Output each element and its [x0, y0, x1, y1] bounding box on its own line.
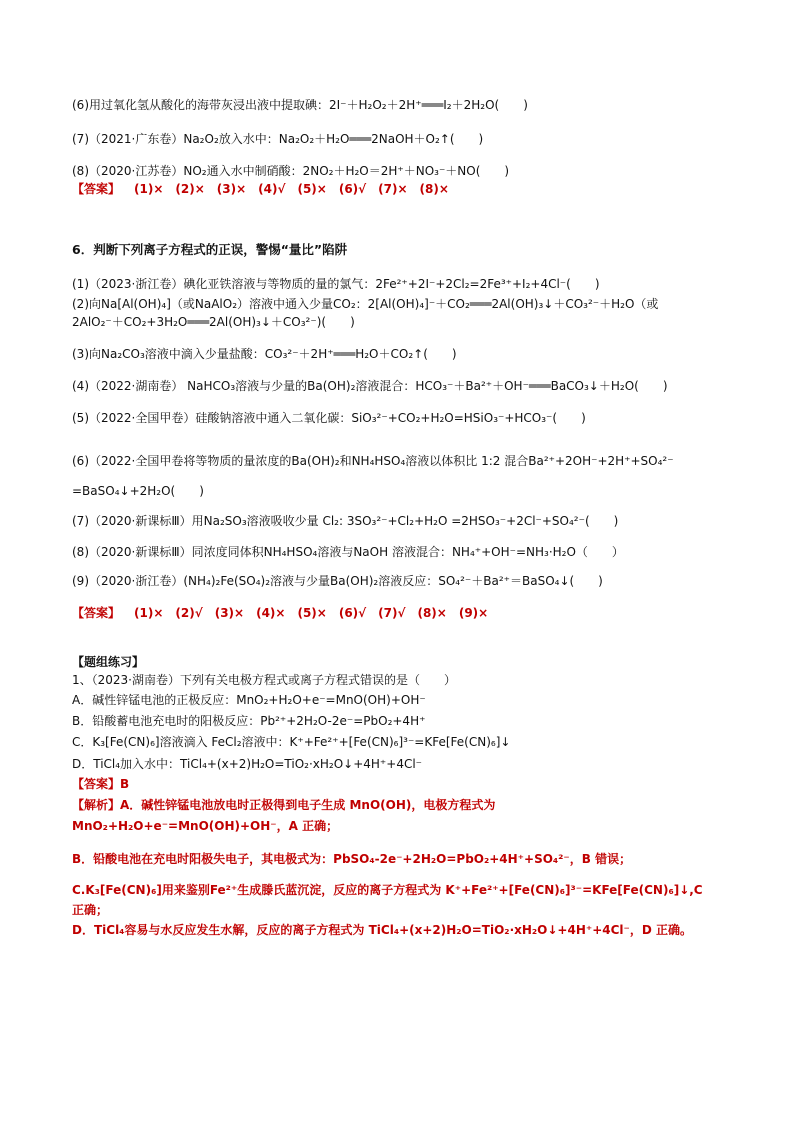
explanation-line-2: MnO₂+H₂O+e⁻=MnO(OH)+OH⁻，A 正确；	[72, 819, 339, 833]
answer-tag: 【答案】	[72, 182, 121, 196]
answer-tag: 【答案】	[72, 606, 121, 620]
question-6-4: (4)（2022·湖南卷） NaHCO₃溶液与少量的Ba(OH)₂溶液混合：HCO₃⁻＋Ba²⁺＋OH⁻═══BaCO₃↓＋H₂O( )	[72, 379, 668, 393]
practice-heading: 【题组练习】	[72, 655, 145, 669]
explanation-line-5: 正确；	[72, 903, 109, 917]
option-a: A．碱性锌锰电池的正极反应：MnO₂+H₂O+e⁻=MnO(OH)+OH⁻	[72, 693, 426, 707]
question-6-7: (7)（2020·新课标Ⅲ）用Na₂SO₃溶液吸收少量 Cl₂: 3SO₃²⁻+Cl₂+H₂O =2HSO₃⁻+2Cl⁻+SO₄²⁻( )	[72, 514, 619, 528]
question-5-8: (8)（2020·江苏卷）NO₂通入水中制硝酸：2NO₂＋H₂O＝2H⁺＋NO₃⁻＋NO( )	[72, 164, 510, 178]
question-6-8: (8)（2020·新课标Ⅲ）同浓度同体积NH₄HSO₄溶液与NaOH 溶液混合：NH₄⁺+OH⁻=NH₃·H₂O（ ）	[72, 545, 624, 559]
answer-line-6	[72, 605, 744, 621]
answer-line-5	[72, 181, 744, 197]
question-6-6b: =BaSO₄↓+2H₂O( )	[72, 484, 204, 498]
question-6-2b: 2AlO₂⁻＋CO₂+3H₂O═══2Al(OH)₃↓＋CO₃²⁻)( )	[72, 315, 355, 329]
practice-answer: 【答案】B	[72, 777, 130, 791]
explanation-line-6: D．TiCl₄容易与水反应发生水解，反应的离子方程式为 TiCl₄+(x+2)H₂O=TiO₂·xH₂O↓+4H⁺+4Cl⁻，D 正确。	[72, 923, 693, 937]
question-5-6: (6)用过氧化氢从酸化的海带灰浸出液中提取碘：2I⁻＋H₂O₂＋2H⁺═══I₂＋2H₂O( )	[72, 98, 528, 112]
option-d: D．TiCl₄加入水中：TiCl₄+(x+2)H₂O=TiO₂·xH₂O↓+4H⁺+4Cl⁻	[72, 757, 423, 771]
question-6-1: (1)（2023·浙江卷）碘化亚铁溶液与等物质的量的氯气：2Fe²⁺+2I⁻+2Cl₂=2Fe³⁺+I₂+4Cl⁻( )	[72, 277, 600, 291]
option-b: B．铅酸蓄电池充电时的阳极反应：Pb²⁺+2H₂O-2e⁻=PbO₂+4H⁺	[72, 714, 426, 728]
practice-question-stem: 1、（2023·湖南卷）下列有关电极方程式或离子方程式错误的是（ ）	[72, 673, 456, 687]
section-6-heading: 6．判断下列离子方程式的正误，警惕“量比”陷阱	[72, 242, 348, 257]
question-6-3: (3)向Na₂CO₃溶液中滴入少量盐酸：CO₃²⁻＋2H⁺═══H₂O＋CO₂↑( )	[72, 347, 457, 361]
explanation-line-1: 【解析】A．碱性锌锰电池放电时正极得到电子生成 MnO(OH)，电极方程式为	[72, 798, 496, 812]
explanation-line-3: B．铅酸电池在充电时阳极失电子，其电极式为：PbSO₄-2e⁻+2H₂O=PbO₂+4H⁺+SO₄²⁻，B 错误；	[72, 852, 632, 866]
question-5-7: (7)（2021·广东卷）Na₂O₂放入水中：Na₂O₂＋H₂O═══2NaOH＋O₂↑( )	[72, 132, 484, 146]
question-6-5: (5)（2022·全国甲卷）硅酸钠溶液中通入二氧化碳：SiO₃²⁻+CO₂+H₂O=HSiO₃⁻+HCO₃⁻( )	[72, 411, 586, 425]
answer-values: (1)× (2)√ (3)× (4)× (5)× (6)√ (7)√ (8)× (9)×	[134, 606, 489, 620]
explanation-line-4: C.K₃[Fe(CN)₆]用来鉴别Fe²⁺生成滕氏蓝沉淀，反应的离子方程式为 K⁺+Fe²⁺+[Fe(CN)₆]³⁻=KFe[Fe(CN)₆]↓,C	[72, 883, 703, 897]
option-c: C．K₃[Fe(CN)₆]溶液滴入 FeCl₂溶液中：K⁺+Fe²⁺+[Fe(CN)₆]³⁻=KFe[Fe(CN)₆]↓	[72, 735, 511, 749]
question-6-6a: (6)（2022·全国甲卷将等物质的量浓度的Ba(OH)₂和NH₄HSO₄溶液以体积比 1:2 混合Ba²⁺+2OH⁻+2H⁺+SO₄²⁻	[72, 454, 674, 468]
question-6-9: (9)（2020·浙江卷）(NH₄)₂Fe(SO₄)₂溶液与少量Ba(OH)₂溶液反应：SO₄²⁻＋Ba²⁺＝BaSO₄↓( )	[72, 574, 603, 588]
answer-values: (1)× (2)× (3)× (4)√ (5)× (6)√ (7)× (8)×	[134, 182, 449, 196]
question-6-2a: (2)向Na[Al(OH)₄]（或NaAlO₂）溶液中通入少量CO₂：2[Al(OH)₄]⁻＋CO₂═══2Al(OH)₃↓＋CO₃²⁻＋H₂O（或	[72, 297, 659, 311]
